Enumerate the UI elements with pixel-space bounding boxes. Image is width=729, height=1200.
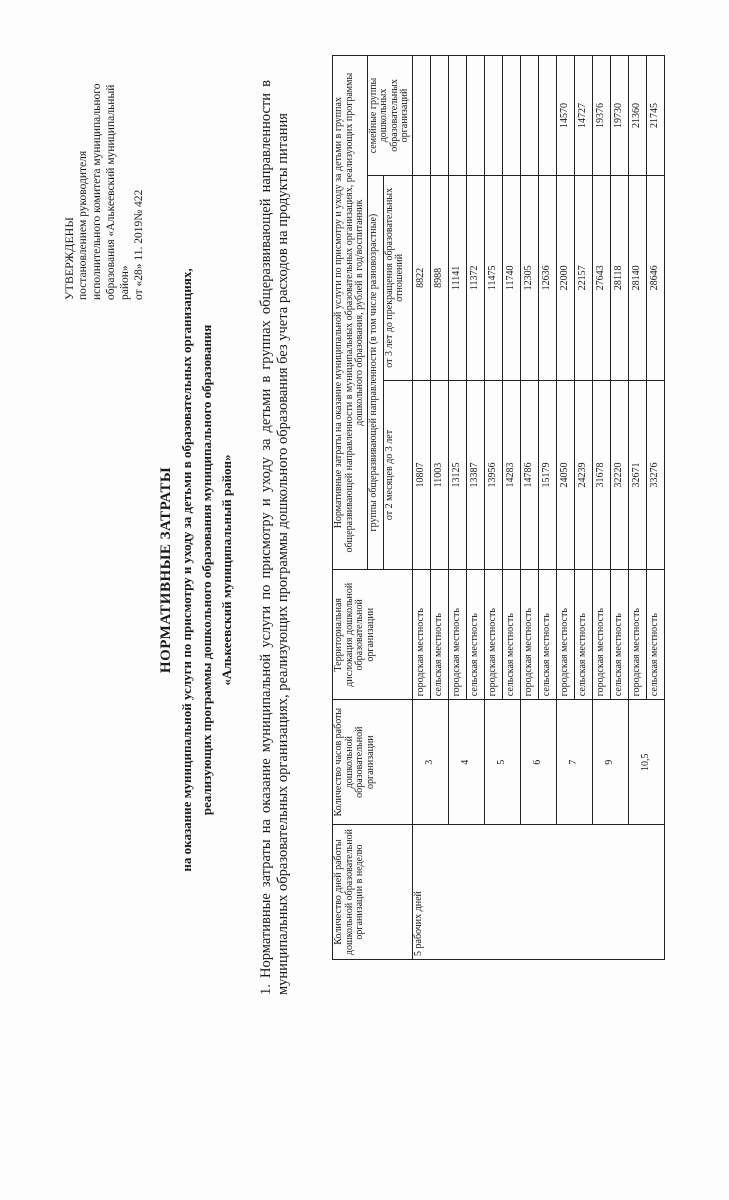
age2-cost-cell: 28118 [610,175,628,380]
header-age2: от 3 лет до прекращения образовательных отношений [383,175,412,380]
age1-cost-cell: 13956 [484,380,502,570]
age2-cost-cell: 22157 [574,175,592,380]
age1-cost-cell: 24239 [574,380,592,570]
approval-line: постановлением руководителя [77,150,89,300]
header-hours: Количество часов работы дошкольной образовательной организации [333,700,413,825]
title-line: на оказание муниципальной услуги по присмотру и уходу за детьми в образовательных организациях, [179,268,194,872]
family-cost-cell [520,56,538,176]
family-cost-cell [538,56,556,176]
document-title [158,90,235,1050]
location-cell: сельская местность [502,570,520,700]
title-line: «Алькеевский муниципальный район» [219,454,234,686]
title-line: реализующих программы дошкольного образования муниципального образования [199,324,214,816]
family-cost-cell [412,56,430,176]
header-costs: Нормативные затраты на оказание муниципальной услуги по присмотру и уходу за детьми в группах общеразвивающей направленности в муниципальных образовательных организациях, реализующих программы дошкольного образования, рублей в год/воспитанник [333,56,368,570]
table-row [412,56,430,960]
hours-cell: 4 [448,700,484,825]
age2-cost-cell: 11141 [448,175,466,380]
approval-block [62,80,146,300]
approval-date: от «28» 11. 2019№ 422 [133,189,145,300]
header-days: Количество дней работы дошкольной образовательной организации в неделю [333,825,413,960]
age2-cost-cell: 28140 [628,175,646,380]
age1-cost-cell: 33276 [646,380,664,570]
location-cell: городская местность [412,570,430,700]
family-cost-cell: 21360 [628,56,646,176]
family-cost-cell [484,56,502,176]
family-cost-cell: 19376 [592,56,610,176]
age2-cost-cell: 12305 [520,175,538,380]
age1-cost-cell: 32220 [610,380,628,570]
age1-cost-cell: 24050 [556,380,574,570]
approval-line: исполнительного комитета муниципального [91,83,103,300]
approval-line: образования «Алькеевский муниципальный [105,84,117,300]
table-row [520,56,538,960]
age2-cost-cell: 11475 [484,175,502,380]
hours-cell: 7 [556,700,592,825]
age1-cost-cell: 14283 [502,380,520,570]
approval-line: район» [119,265,131,300]
location-cell: городская местность [556,570,574,700]
age1-cost-cell: 10807 [412,380,430,570]
header-groups: группы общеразвивающей направленности (в том числе разновозрастные) [367,175,383,569]
hours-cell: 5 [484,700,520,825]
location-cell: городская местность [484,570,502,700]
location-cell: городская местность [592,570,610,700]
header-family: семейные группы дошкольных образовательных организаций [367,56,412,176]
family-cost-cell: 21745 [646,56,664,176]
table-row [448,56,466,960]
hours-cell: 3 [412,700,448,825]
family-cost-cell [502,56,520,176]
table-row [556,56,574,960]
costs-table [332,55,665,960]
table-row [628,56,646,960]
title-main: НОРМАТИВНЫЕ ЗАТРАТЫ [158,466,174,674]
location-cell: городская местность [520,570,538,700]
table-row [592,56,610,960]
family-cost-cell: 14570 [556,56,574,176]
age1-cost-cell: 14786 [520,380,538,570]
location-cell: сельская местность [538,570,556,700]
age2-cost-cell: 22000 [556,175,574,380]
age2-cost-cell: 11740 [502,175,520,380]
age1-cost-cell: 13387 [466,380,484,570]
age1-cost-cell: 32671 [628,380,646,570]
family-cost-cell [448,56,466,176]
family-cost-cell [430,56,448,176]
section-paragraph: 1. Нормативные затраты на оказание муниципальной услуги по присмотру и уходу за детьми в группах общеразвивающей направленности в муниципальных образовательных организациях, реализующих программы дошкольного образования без учета расходов на продукты питания [258,80,291,995]
age2-cost-cell: 11372 [466,175,484,380]
header-location: Территориальная дислокация дошкольной образовательной организации [333,570,413,700]
location-cell: сельская местность [466,570,484,700]
age2-cost-cell: 28646 [646,175,664,380]
location-cell: сельская местность [610,570,628,700]
approval-heading: УТВЕРЖДЕНЫ [62,217,76,300]
location-cell: сельская местность [430,570,448,700]
hours-cell: 10,5 [628,700,664,825]
family-cost-cell: 19730 [610,56,628,176]
family-cost-cell [466,56,484,176]
hours-cell: 6 [520,700,556,825]
family-cost-cell: 14727 [574,56,592,176]
age1-cost-cell: 31678 [592,380,610,570]
age2-cost-cell: 12636 [538,175,556,380]
location-cell: сельская местность [646,570,664,700]
age1-cost-cell: 11003 [430,380,448,570]
location-cell: городская местность [448,570,466,700]
location-cell: городская местность [628,570,646,700]
table-row [484,56,502,960]
header-age1: от 2 месяцев до 3 лет [383,380,412,570]
age1-cost-cell: 13125 [448,380,466,570]
age1-cost-cell: 15179 [538,380,556,570]
age2-cost-cell: 8988 [430,175,448,380]
age2-cost-cell: 27643 [592,175,610,380]
days-cell: 5 рабочих дней [412,825,664,960]
hours-cell: 9 [592,700,628,825]
location-cell: сельская местность [574,570,592,700]
age2-cost-cell: 8822 [412,175,430,380]
